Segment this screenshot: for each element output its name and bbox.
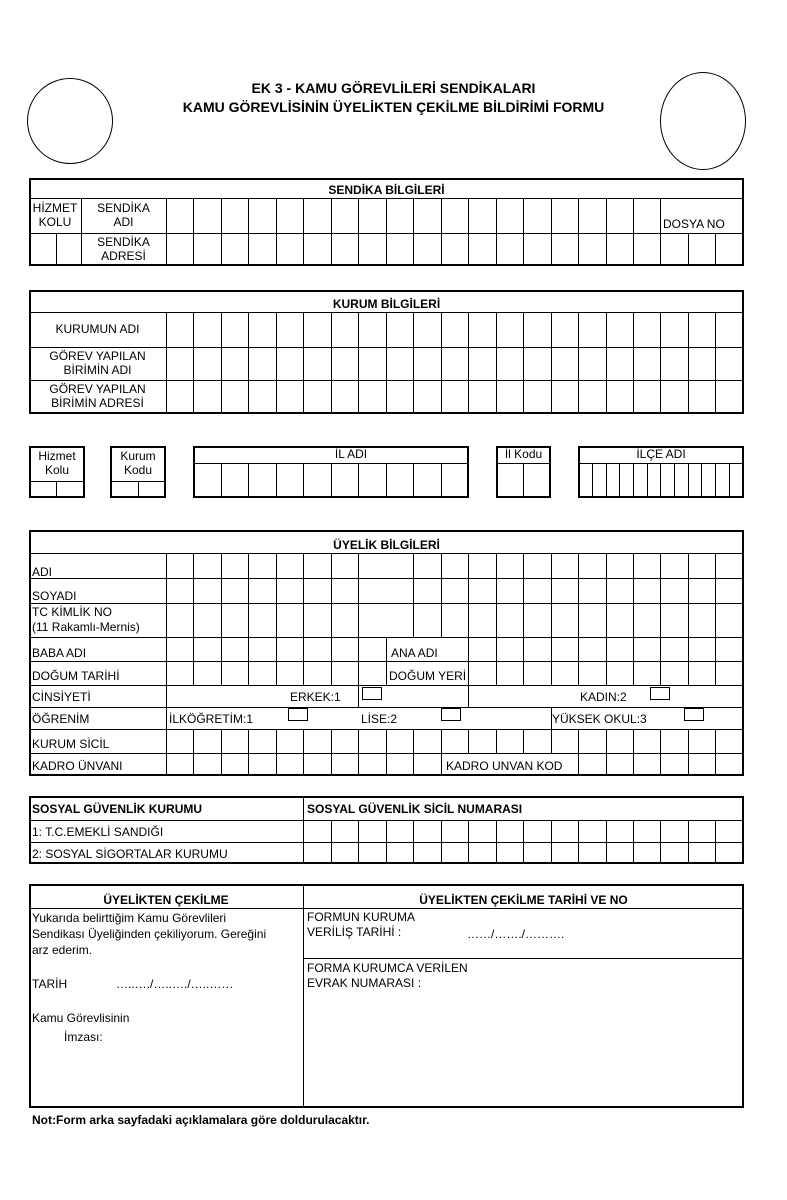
erkek-checkbox[interactable] [362, 687, 382, 700]
uyelik-section-title: ÜYELİK BİLGİLERİ [333, 538, 440, 552]
cekilme-left-title: ÜYELİKTEN ÇEKİLME [103, 893, 229, 907]
hizmet-kolu-code-label: Hizmet Kolu [38, 449, 76, 477]
sosyal-guvenlik-sicil-header: SOSYAL GÜVENLİK SİCİL NUMARASI [307, 802, 523, 816]
footer-note: Not:Form arka sayfadaki açıklamalara göre doldurulacaktır. [32, 1113, 370, 1127]
sendika-adresi-label: SENDİKA ADRESİ [97, 235, 150, 263]
lise-label: LİSE:2 [361, 712, 398, 726]
imzasi-label: İmzası: [64, 1030, 103, 1044]
sosyal-sigortalar-option: 2: SOSYAL SİGORTALAR KURUMU [32, 847, 228, 861]
il-kodu-label: İl Kodu [504, 447, 543, 461]
kurum-sicil-label: KURUM SİCİL [32, 737, 110, 751]
dogum-yeri-label: DOĞUM YERİ [389, 669, 467, 683]
dosya-no-label: DOSYA NO [663, 217, 725, 231]
adi-label: ADI [32, 565, 53, 579]
evrak-label-line2: EVRAK NUMARASI : [307, 976, 422, 990]
cekilme-right-title: ÜYELİKTEN ÇEKİLME TARİHİ VE NO [419, 893, 628, 907]
kadro-unvani-label: KADRO ÜNVANI [32, 759, 123, 773]
tc-kimlik-label: TC KİMLİK NO (11 Rakamlı-Mernis) [32, 605, 140, 634]
kadin-checkbox[interactable] [650, 687, 670, 700]
kadin-label: KADIN:2 [580, 690, 627, 704]
ogrenim-label: ÖĞRENİM [32, 712, 90, 726]
verilis-value: ……/……./………. [467, 927, 565, 941]
tarih-label: TARİH [32, 977, 68, 991]
emekli-sandigi-option: 1: T.C.EMEKLİ SANDIĞI [32, 825, 164, 839]
verilis-label-line2: VERİLİŞ TARİHİ : [307, 925, 402, 939]
cekilme-statement-line3: arz ederim. [32, 943, 93, 957]
kadro-unvan-kod-label: KADRO UNVAN KOD [446, 759, 563, 773]
dogum-tarihi-label: DOĞUM TARİHİ [32, 669, 120, 683]
ana-adi-label: ANA ADI [391, 646, 438, 660]
lise-checkbox[interactable] [441, 708, 461, 721]
cekilme-statement-line1: Yukarıda belirttiğim Kamu Görevlileri [32, 911, 227, 925]
kamu-gorevlisinin-label: Kamu Görevlisinin [32, 1011, 130, 1025]
sosyal-guvenlik-kurumu-header: SOSYAL GÜVENLİK KURUMU [32, 802, 203, 816]
ilce-adi-label: İLÇE ADI [636, 447, 686, 461]
il-adi-label: İL ADI [334, 447, 368, 461]
birim-adresi-label: GÖREV YAPILAN BİRİMİN ADRESİ [49, 382, 146, 410]
ilkogretim-label: İLKÖĞRETİM:1 [169, 712, 254, 726]
tarih-value: …..…./…..…./…..…… [116, 977, 234, 991]
yuksek-okul-label: YÜKSEK OKUL:3 [552, 712, 647, 726]
baba-adi-label: BABA ADI [32, 646, 87, 660]
cinsiyeti-label: CİNSİYETİ [32, 690, 91, 704]
kurum-section-title: KURUM BİLGİLERİ [332, 297, 441, 311]
form-title-line2: KAMU GÖREVLİSİNİN ÜYELİKTEN ÇEKİLME BİLDİRİMİ FORMU [182, 99, 605, 115]
soyadi-label: SOYADI [32, 589, 77, 603]
hizmet-kolu-label: HİZMET KOLU [32, 201, 78, 229]
birim-adi-label: GÖREV YAPILAN BİRİMİN ADI [49, 349, 146, 377]
kurum-kodu-label: Kurum Kodu [120, 449, 156, 477]
yuksek-okul-checkbox[interactable] [684, 708, 704, 721]
verilis-label-line1: FORMUN KURUMA [307, 910, 415, 924]
ilkogretim-checkbox[interactable] [288, 708, 308, 721]
cekilme-statement-line2: Sendikası Üyeliğinden çekiliyorum. Gereğini [32, 927, 267, 941]
kurumun-adi-label: KURUMUN ADI [55, 322, 140, 336]
erkek-label: ERKEK:1 [290, 690, 341, 704]
sendika-section-title: SENDİKA BİLGİLERİ [328, 183, 445, 197]
form-title-line1: EK 3 - KAMU GÖREVLİLERİ SENDİKALARI [251, 80, 536, 96]
sendika-adi-label: SENDİKA ADI [97, 201, 150, 229]
evrak-label-line1: FORMA KURUMCA VERİLEN [307, 961, 468, 975]
